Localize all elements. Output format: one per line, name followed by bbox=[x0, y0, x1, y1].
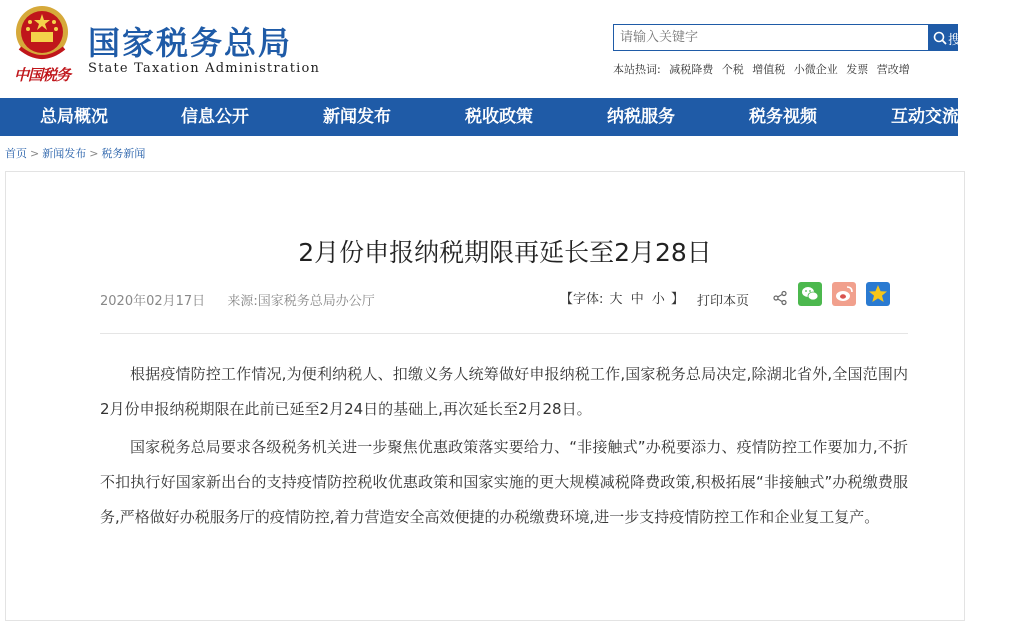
star-icon[interactable] bbox=[866, 282, 890, 306]
article-date: 2020年02月17日 bbox=[100, 294, 206, 309]
main-nav bbox=[0, 98, 958, 136]
site-header bbox=[0, 0, 975, 98]
hot-word-link[interactable]: 发票 bbox=[846, 63, 869, 76]
breadcrumb-news[interactable]: 新闻发布 bbox=[42, 147, 87, 160]
site-subtitle: State Taxation Administration bbox=[88, 61, 321, 76]
article-paragraph: 根据疫情防控工作情况,为便利纳税人、扣缴义务人统筹做好申报纳税工作,国家税务总局决定,除湖北省外,全国范围内2月份申报纳税期限在此前已延至2月24日的基础上,再次延长至2月28日。 bbox=[100, 365, 908, 418]
search-button-label: 搜索 bbox=[948, 33, 975, 48]
share-icon[interactable] bbox=[772, 290, 788, 310]
breadcrumb bbox=[5, 145, 145, 161]
china-tax-seal-logo: 中国税务 bbox=[14, 66, 71, 84]
font-size-small[interactable]: 小 bbox=[651, 292, 665, 307]
font-size-label: 【字体: bbox=[560, 292, 604, 307]
hot-word-link[interactable]: 减税降费 bbox=[669, 63, 714, 76]
wechat-icon[interactable] bbox=[798, 282, 822, 306]
article-divider bbox=[100, 333, 908, 334]
search-input[interactable] bbox=[613, 24, 929, 51]
breadcrumb-home[interactable]: 首页 bbox=[5, 147, 27, 160]
nav-item-news[interactable]: 新闻发布 bbox=[323, 107, 391, 127]
hot-word-link[interactable]: 小微企业 bbox=[793, 63, 838, 76]
font-size-medium[interactable]: 中 bbox=[630, 292, 644, 307]
nav-item-taxpayer-service[interactable]: 纳税服务 bbox=[607, 107, 675, 127]
article-tools bbox=[560, 288, 750, 309]
site-title[interactable]: 国家税务总局 bbox=[88, 24, 293, 62]
national-emblem-icon[interactable] bbox=[14, 4, 70, 64]
article-meta bbox=[100, 290, 393, 309]
nav-item-info-disclosure[interactable]: 信息公开 bbox=[181, 107, 249, 127]
font-size-large[interactable]: 大 bbox=[609, 292, 623, 307]
weibo-icon[interactable] bbox=[832, 282, 856, 306]
nav-item-overview[interactable]: 总局概况 bbox=[40, 107, 108, 127]
hot-word-link[interactable]: 营改增 bbox=[876, 63, 910, 76]
hot-words-label: 本站热词: bbox=[613, 63, 661, 76]
hot-word-link[interactable]: 增值税 bbox=[752, 63, 786, 76]
hot-word-link[interactable]: 个税 bbox=[721, 63, 744, 76]
breadcrumb-tax-news[interactable]: 税务新闻 bbox=[101, 147, 146, 160]
search-button[interactable] bbox=[929, 24, 975, 51]
article-source: 来源:国家税务总局办公厅 bbox=[227, 294, 375, 309]
search-icon bbox=[933, 31, 947, 45]
breadcrumb-separator: > bbox=[89, 147, 99, 160]
breadcrumb-separator: > bbox=[30, 147, 40, 160]
article-paragraph: 国家税务总局要求各级税务机关进一步聚焦优惠政策落实要给力、“非接触式”办税要添力、疫情防控工作要加力,不折不扣执行好国家新出台的支持疫情防控税收优惠政策和国家实施的更大规模减税降费政策,积极拓展“非接触式”办税缴费服务,严格做好办税服务厅的疫情防控,着力营造安全高效便捷的办税缴费环境,进一步支持疫情防控工作和企业复工复产。 bbox=[100, 438, 908, 526]
font-size-close: 】 bbox=[671, 292, 685, 307]
article-title: 2月份申报纳税期限再延长至2月28日 bbox=[298, 238, 712, 267]
print-button[interactable]: 打印本页 bbox=[697, 294, 750, 309]
nav-item-interaction[interactable]: 互动交流 bbox=[891, 107, 959, 127]
hot-words-bar bbox=[613, 61, 915, 77]
nav-item-tax-video[interactable]: 税务视频 bbox=[749, 107, 817, 127]
nav-item-tax-policy[interactable]: 税收政策 bbox=[465, 107, 533, 127]
